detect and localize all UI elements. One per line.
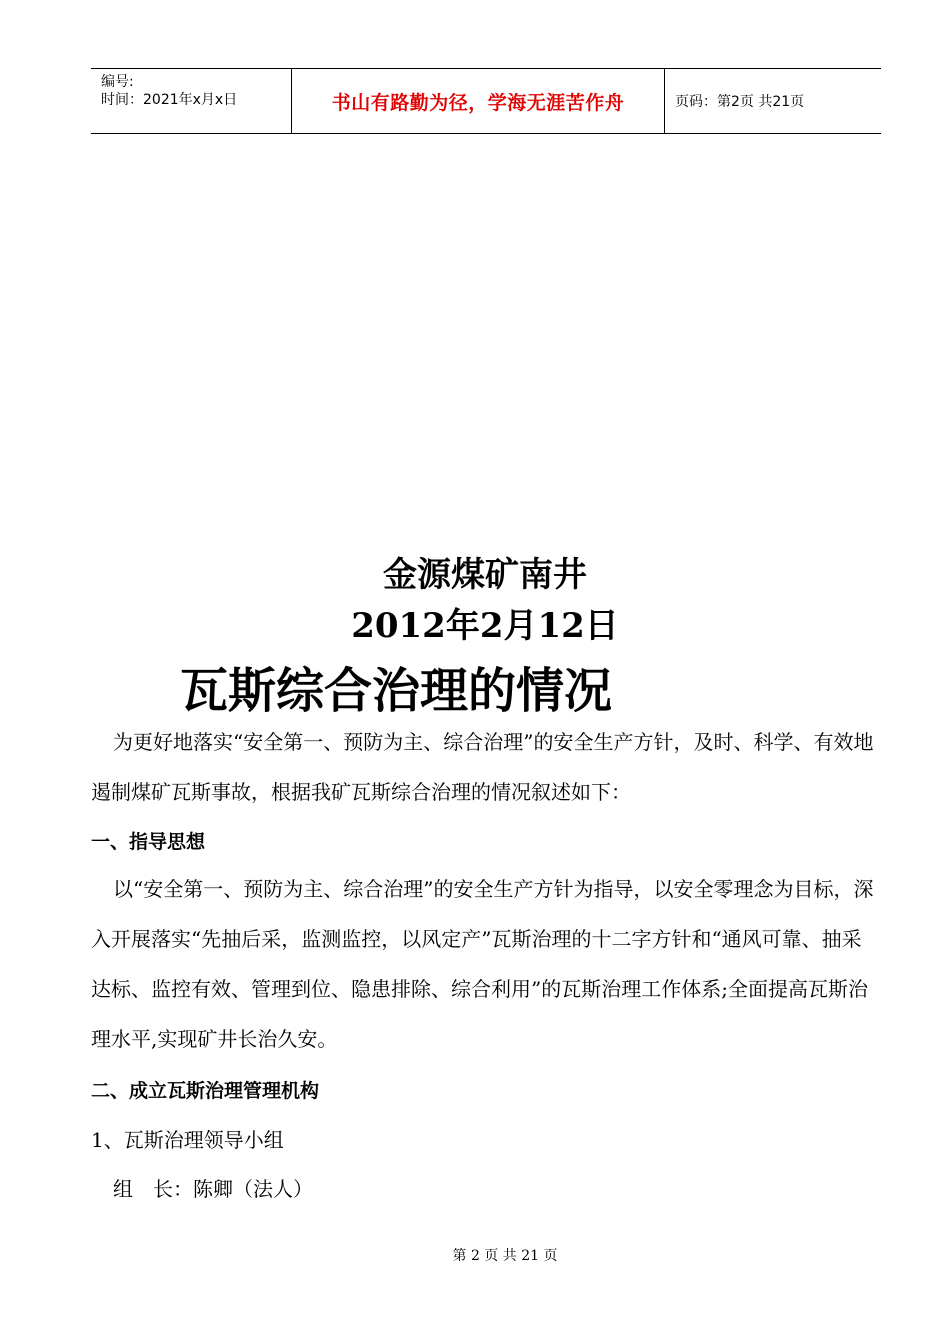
page-header (91, 68, 881, 134)
number-label: 编号: (101, 74, 134, 90)
section1-paragraph: 以“安全第一、预防为主、综合治理”的安全生产方针为指导，以安全零理念为目标，深入开展落实“先抽后采，监测监控，以风定产”瓦斯治理的十二字方针和“通风可靠、抽采达标、监控有效、管理到位、隐患排除、综合利用”的瓦斯治理工作体系;全面提高瓦斯治理水平,实现矿井长治久安。 (91, 877, 874, 1051)
header-motto: 书山有路勤为径，学海无涯苦作舟 (331, 91, 625, 114)
header-meta (91, 69, 292, 133)
title-mine-name: 金源煤矿南井 (383, 555, 587, 595)
section1-heading: 一、指导思想 (91, 831, 206, 853)
header-motto-cell (292, 69, 665, 133)
header-page-cell (665, 69, 881, 133)
title-main: 瓦斯综合治理的情况 (180, 663, 613, 719)
time-label: 时间：2021年x月x日 (101, 92, 238, 108)
leader-line: 组 长：陈卿（法人） (113, 1177, 313, 1201)
page-footer: 第 2 页 共 21 页 (452, 1248, 558, 1264)
list-item-leadership-group: 1、瓦斯治理领导小组 (91, 1128, 284, 1152)
section2-heading: 二、成立瓦斯治理管理机构 (91, 1080, 320, 1102)
title-date: 2012年2月12日 (351, 606, 619, 646)
intro-paragraph: 为更好地落实“安全第一、预防为主、综合治理”的安全生产方针，及时、科学、有效地遏制煤矿瓦斯事故，根据我矿瓦斯综合治理的情况叙述如下： (91, 730, 874, 804)
header-page-info: 页码：第2页 共21页 (675, 94, 805, 110)
